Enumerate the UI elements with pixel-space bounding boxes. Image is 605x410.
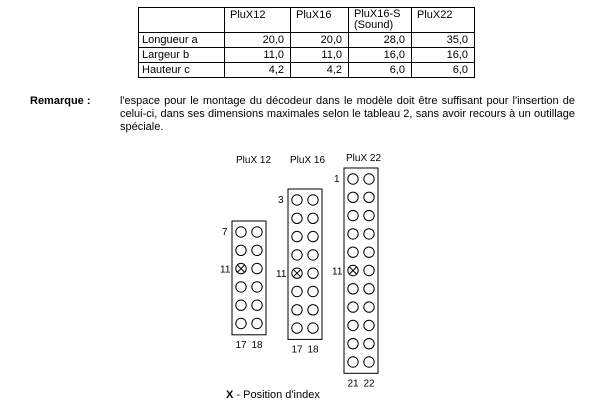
pin [292, 213, 302, 223]
pin [364, 339, 374, 349]
pin [348, 210, 358, 220]
pin [348, 229, 358, 239]
pin [252, 245, 262, 255]
pin [308, 250, 318, 260]
remark-text: l'espace pour le montage du décodeur dans le modèle doit être suffisant pour l'insertion de celui-ci, dans ses dimensions maximales selon le tableau 2, sans avoir recours à un outillage spéciale. [120, 95, 575, 133]
pin-label-top: 7 [222, 227, 228, 238]
table-cell: 20,0 [225, 33, 291, 48]
index-symbol: X [226, 389, 234, 401]
pin [292, 305, 302, 315]
connector-outline [232, 221, 266, 335]
pin [308, 268, 318, 278]
table-row-label: Hauteur c [139, 63, 225, 78]
pin-label-index: 11 [276, 269, 287, 281]
pin [364, 229, 374, 239]
table-row-label: Largeur b [139, 48, 225, 63]
pin [364, 302, 374, 312]
pin [308, 195, 318, 205]
pin [364, 247, 374, 257]
pin [364, 357, 374, 367]
table-cell: 16,0 [349, 48, 412, 63]
pin [308, 213, 318, 223]
table-row-label: Longueur a [139, 33, 225, 48]
pin [348, 192, 358, 202]
table-cell: 4,2 [225, 63, 291, 78]
pin [236, 300, 246, 310]
pin-label-bottom: 18 [251, 339, 263, 351]
pin [236, 245, 246, 255]
pin [348, 339, 358, 349]
pin [308, 305, 318, 315]
pin [308, 323, 318, 333]
pin [308, 286, 318, 296]
pin-label-bottom: 17 [235, 339, 247, 351]
pin [236, 227, 246, 237]
table-cell: 16,0 [412, 48, 475, 63]
pin [348, 357, 358, 367]
table-header-cell: PluX16-S (Sound) [349, 8, 412, 33]
index-caption-text: - Position d'index [233, 389, 320, 401]
table-cell: 6,0 [412, 63, 475, 78]
table-cell: 6,0 [349, 63, 412, 78]
table-cell: 4,2 [291, 63, 349, 78]
pin [252, 263, 262, 273]
pin-label-bottom: 21 [347, 378, 359, 390]
remark-label: Remarque : [30, 95, 91, 107]
table-header-cell: PluX16 [291, 8, 349, 33]
pin [252, 318, 262, 328]
pin [292, 250, 302, 260]
pin [348, 174, 358, 184]
pin [348, 284, 358, 294]
pin [252, 227, 262, 237]
pin [348, 247, 358, 257]
table-cell: 11,0 [225, 48, 291, 63]
pin [292, 286, 302, 296]
pin [292, 231, 302, 241]
pin [348, 302, 358, 312]
connector-title: PluX 16 [290, 155, 326, 166]
pin [348, 320, 358, 330]
pin [308, 231, 318, 241]
pin [364, 265, 374, 275]
pin [364, 192, 374, 202]
table-cell: 35,0 [412, 33, 475, 48]
pin-label-index: 11 [332, 266, 343, 278]
pin-label-top: 3 [278, 195, 284, 206]
pin [292, 323, 302, 333]
pin-label-bottom: 22 [363, 378, 375, 390]
pin-label-bottom: 18 [307, 344, 319, 356]
index-caption [226, 389, 320, 401]
pin [292, 195, 302, 205]
connector-outline [288, 189, 322, 339]
pin-label-bottom: 17 [291, 344, 303, 356]
table-header-cell: PluX12 [225, 8, 291, 33]
connector-title: PluX 12 [236, 155, 272, 166]
pin [364, 284, 374, 294]
pin [364, 210, 374, 220]
table-cell: 20,0 [291, 33, 349, 48]
table-cell: 28,0 [349, 33, 412, 48]
pin [252, 300, 262, 310]
table-header-cell: PluX22 [412, 8, 475, 33]
pin [236, 318, 246, 328]
table-cell: 11,0 [291, 48, 349, 63]
pin-label-top: 1 [334, 174, 340, 185]
pin [364, 320, 374, 330]
connector-title: PluX 22 [346, 153, 382, 164]
pin [252, 282, 262, 292]
pin-label-index: 11 [220, 264, 231, 276]
pin [236, 282, 246, 292]
pin [364, 174, 374, 184]
